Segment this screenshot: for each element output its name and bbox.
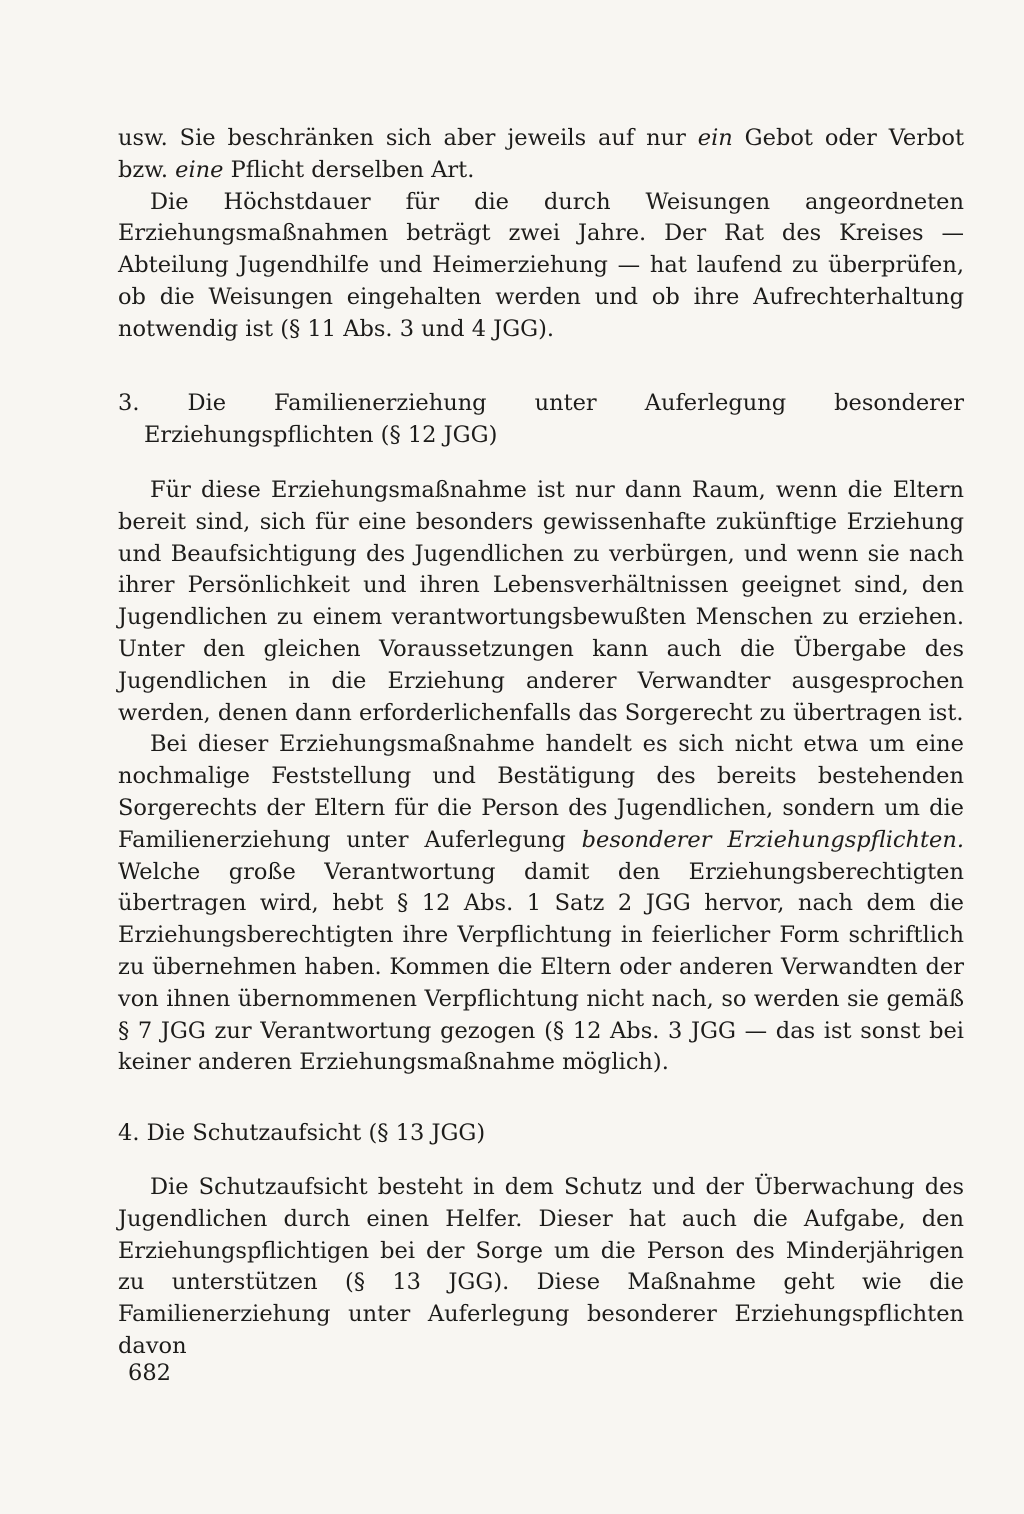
paragraph-hoechstdauer: Die Höchstdauer für die durch Weisungen angeordneten Erziehungsmaßnahmen beträgt zwei Jahre. Der Rat des Kreises — Abteilung Jugendhilfe und Heimerziehung — hat laufend zu überprüfen, ob die Weisungen eingehalten werden und ob ihre Aufrechterhaltung notwendig ist (§ 11 Abs. 3 und 4 JGG).	[118, 188, 964, 342]
intro-block	[118, 123, 964, 346]
text-run: usw. Sie beschränken sich aber jeweils auf nur	[118, 125, 698, 151]
text-run: Welche große Verantwortung damit den Erziehungsberechtigten übertragen wird, hebt § 12 Abs. 1 Satz 2 JGG hervor, nach dem die Erziehungsberechtigten ihre Verpflichtung in feierlicher Form schriftlich zu übernehmen haben. Kommen die Eltern oder anderen Verwandten der von ihnen übernommenen Verpflichtung nicht nach, so werden sie gemäß § 7 JGG zur Verantwortung gezogen (§ 12 Abs. 3 JGG — das ist sonst bei keiner anderen Erziehungsmaßnahme möglich).	[118, 858, 964, 1076]
text-run: Bei dieser Erziehungsmaßnahme handelt es sich nicht etwa um eine nochmalige Feststellung und Bestätigung des bereits bestehenden Sorgerechts der Eltern für die Person des Jugendlichen, sondern um die Familienerziehung unter Auferlegung	[118, 731, 964, 853]
section-4-body	[118, 1172, 964, 1363]
paragraph-familienerziehung-verantwortung	[118, 729, 964, 1079]
section-4-heading: 4. Die Schutzaufsicht (§ 13 JGG)	[118, 1120, 486, 1146]
section-3-body	[118, 475, 964, 1079]
section-4	[118, 1118, 964, 1150]
text-run: Gebot oder Verbot bzw.	[118, 125, 964, 183]
section-3	[118, 388, 964, 452]
text-run: Pflicht derselben Art.	[223, 156, 475, 183]
paragraph-weisungen-continuation	[118, 123, 964, 187]
page-number: 682	[128, 1360, 171, 1386]
emphasis-eine: eine	[175, 156, 224, 183]
emphasis-erziehungspflichten: besonderer Erziehungspflichten.	[581, 826, 965, 853]
emphasis-ein: ein	[697, 125, 733, 151]
paragraph-schutzaufsicht: Die Schutzaufsicht besteht in dem Schutz und der Überwachung des Jugendlichen durch einen Helfer. Dieser hat auch die Aufgabe, den Erziehungspflichtigen bei der Sorge um die Person des Minderjährigen zu unterstützen (§ 13 JGG). Diese Maßnahme geht wie die Familienerziehung unter Auferlegung besonderer Erziehungspflichten davon	[118, 1174, 964, 1359]
section-3-heading: 3. Die Familienerziehung unter Auferlegung besonderer Erziehungspflichten (§ 12 JGG)	[118, 390, 964, 448]
paragraph-familienerziehung-voraussetzungen: Für diese Erziehungsmaßnahme ist nur dann Raum, wenn die Eltern bereit sind, sich für eine besonders gewissenhafte zukünftige Erziehung und Beaufsichtigung des Jugendlichen zu verbürgen, und wenn sie nach ihrer Persönlichkeit und ihren Lebensverhältnissen geeignet sind, den Jugendlichen zu einem verantwortungsbewußten Menschen zu erziehen. Unter den gleichen Voraussetzungen kann auch die Übergabe des Jugendlichen in die Erziehung anderer Verwandter ausgesprochen werden, denen dann erforderlichenfalls das Sorgerecht zu übertragen ist.	[118, 477, 964, 726]
